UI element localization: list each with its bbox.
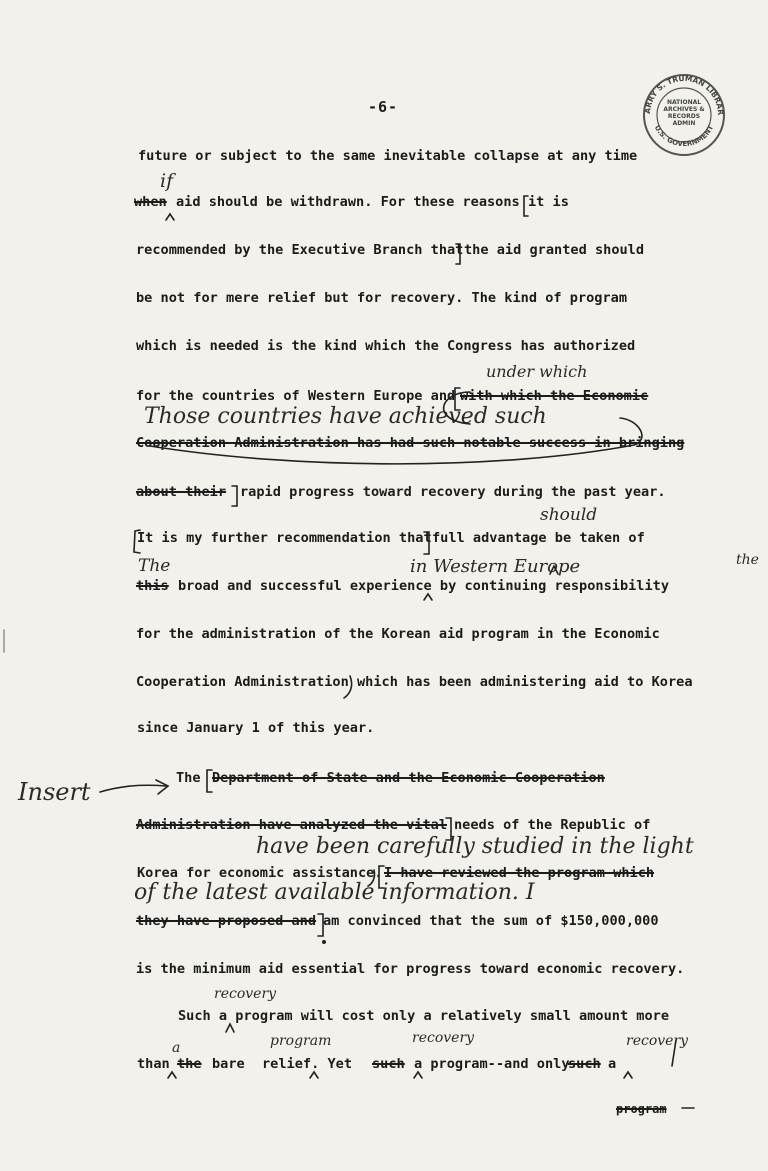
bracket-mark: [379, 866, 384, 888]
handwritten-insertion: a: [172, 1040, 181, 1056]
caret-mark: [624, 1072, 632, 1078]
handwritten-insert-note: Insert: [18, 778, 91, 806]
stamp-bottom-text: U.S. GOVERNMENT: [652, 123, 716, 149]
struck-text: Department of State and the Economic Cooperation: [212, 770, 605, 786]
struck-text: Cooperation Administration has had such notable success in bringing: [136, 435, 685, 451]
text-segment: full advantage be taken of: [432, 530, 645, 546]
bracket-mark: [232, 486, 237, 506]
bracket-mark: [318, 914, 323, 936]
pen-stroke: [672, 1040, 676, 1066]
stamp-center-line: ADMIN: [672, 120, 696, 127]
handwritten-insertion: under which: [486, 362, 588, 381]
struck-text: this: [136, 578, 169, 594]
struck-text: program: [616, 1102, 667, 1116]
text-segment: a program--and only: [414, 1056, 570, 1072]
struck-text: the: [177, 1056, 202, 1072]
page-number: -6-: [368, 98, 399, 116]
handwritten-insertion: should: [540, 505, 598, 525]
handwritten-insertion: Those countries have achieved such: [144, 404, 547, 429]
text-segment: broad and successful experience by continuing responsibility: [178, 578, 670, 594]
struck-text: such: [568, 1056, 601, 1072]
insert-arrow: [100, 785, 166, 792]
text-segment: needs of the Republic of: [454, 817, 651, 833]
bracket-mark: [446, 818, 451, 840]
text-segment: which is needed is the kind which the Congress has authorized: [136, 338, 636, 354]
text-segment: future or subject to the same inevitable collapse at any time: [138, 148, 638, 164]
stamp-center-line: ARCHIVES &: [663, 106, 705, 113]
text-segment: be not for mere relief but for recovery. The kind of program: [136, 290, 628, 306]
struck-text: Administration have analyzed the vital: [136, 817, 447, 833]
comma-mark: [368, 870, 375, 886]
handwritten-margin-note: the: [736, 552, 759, 568]
text-segment: am convinced that the sum of $150,000,000: [323, 913, 659, 929]
handwritten-insertion: of the latest available information. I: [134, 880, 535, 905]
text-segment: Cooperation Administration which has been administering aid to Korea: [136, 674, 693, 690]
handwritten-insertion: program: [270, 1033, 332, 1049]
struck-text: with which the Economic: [460, 388, 649, 404]
dot-mark: [323, 941, 325, 943]
handwritten-insertion: recovery: [214, 986, 277, 1002]
comma-mark: [344, 676, 352, 698]
struck-text: when: [134, 194, 167, 210]
struck-text: they have proposed and: [136, 913, 317, 929]
text-segment: Such a program will cost only a relatively small amount more: [178, 1008, 670, 1024]
caret-mark: [424, 594, 432, 600]
caret-mark: [166, 214, 174, 220]
bracket-mark: [455, 388, 460, 410]
bracket-mark: [134, 530, 140, 553]
caret-mark: [226, 1024, 234, 1032]
caret-mark: [550, 566, 558, 574]
loop-mark: [150, 418, 642, 464]
bracket-mark: [524, 196, 528, 216]
bracket-mark: [424, 532, 429, 554]
caret-mark: [168, 1072, 176, 1078]
text-segment: than: [137, 1056, 170, 1072]
text-segment: It is my further recommendation that: [137, 530, 432, 546]
caret-mark: [310, 1072, 318, 1078]
text-segment: for the administration of the Korean aid program in the Economic: [136, 626, 660, 642]
text-segment: the aid granted should: [464, 242, 645, 258]
insert-arrow-head: [156, 780, 168, 794]
stamp-ring-text: ARRY S. TRUMAN LIBRAR: [642, 73, 726, 115]
text-segment: recommended by the Executive Branch that: [136, 242, 464, 258]
handwritten-insertion: recovery: [626, 1033, 689, 1049]
text-segment: The: [176, 770, 201, 786]
handwritten-insertion: recovery: [412, 1030, 475, 1046]
handwritten-insertion: if: [160, 170, 174, 192]
bracket-mark: [456, 244, 460, 264]
text-segment: bare: [212, 1056, 245, 1072]
handwritten-insertion: have been carefully studied in the light: [256, 834, 694, 859]
text-segment: aid should be withdrawn. For these reasons: [176, 194, 520, 210]
handwritten-insertion: in Western Europe: [410, 556, 581, 577]
struck-text: I have reviewed the program which: [384, 865, 655, 881]
text-segment: it is: [528, 194, 569, 210]
struck-text: about their: [136, 484, 227, 500]
struck-text: such: [372, 1056, 405, 1072]
text-segment: Korea for economic assistance.: [137, 865, 383, 881]
bracket-mark: [207, 770, 212, 792]
handwritten-insertion: The: [138, 556, 171, 576]
caret-mark: [414, 1072, 422, 1078]
stamp-center-line: RECORDS: [667, 113, 701, 120]
text-segment: relief. Yet: [262, 1056, 353, 1072]
text-segment: rapid progress toward recovery during the past year.: [240, 484, 666, 500]
text-segment: since January 1 of this year.: [137, 720, 375, 736]
loop-mark: [444, 392, 470, 424]
text-segment: for the countries of Western Europe and: [136, 388, 456, 404]
text-segment: a: [608, 1056, 617, 1072]
text-segment: is the minimum aid essential for progress toward economic recovery.: [136, 961, 685, 977]
stamp-center-line: NATIONAL: [666, 99, 702, 106]
